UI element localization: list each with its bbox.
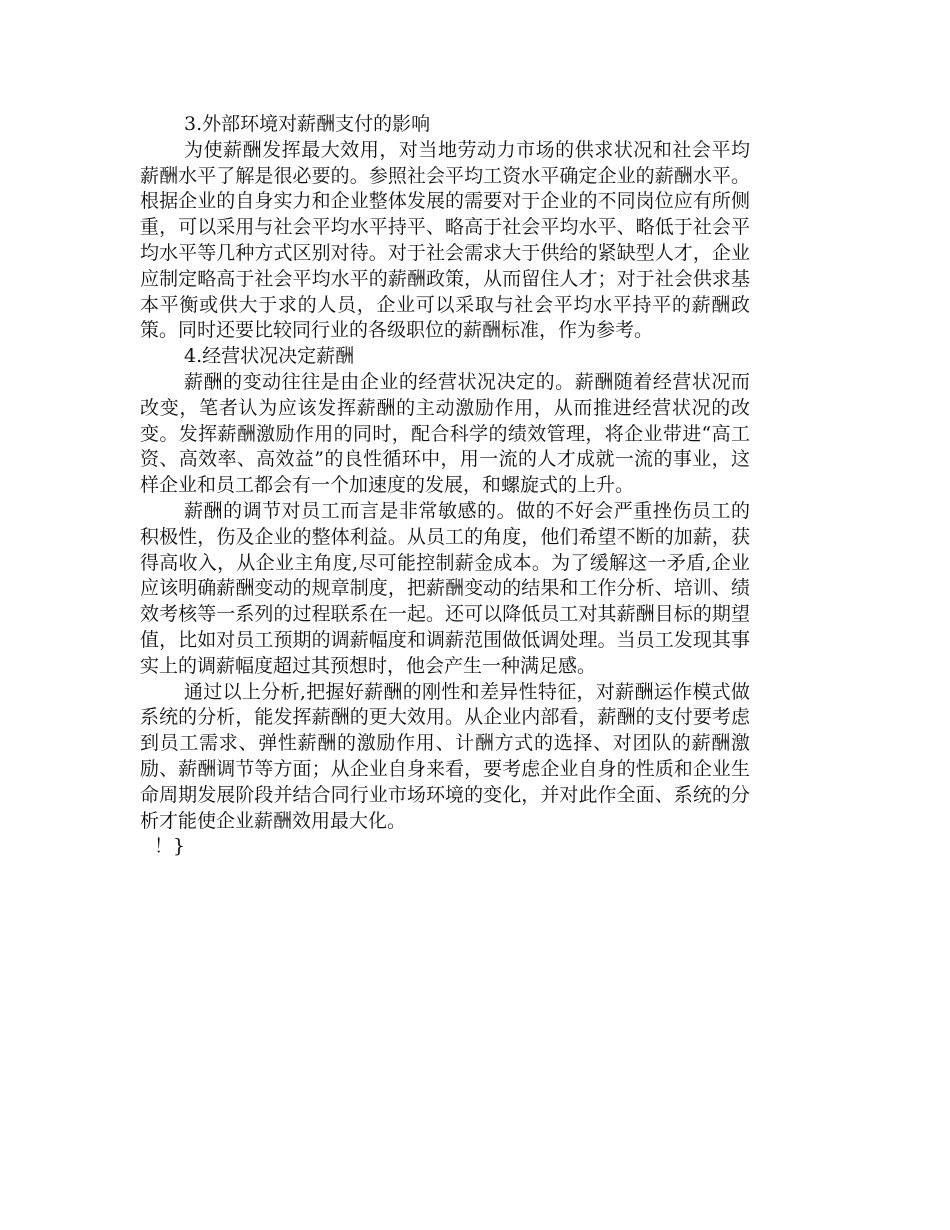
- section-4-heading: 4.经营状况决定薪酬: [184, 345, 355, 368]
- trailing-mark: ！}: [154, 835, 186, 858]
- section-4-paragraph-2: 薪酬的调节对员工而言是非常敏感的。做的不好会严重挫伤员工的积极性，伤及企业的整体利益。从员工的角度，他们希望不断的加薪，获得高收入，从企业主角度,尽可能控制薪金成本。为了缓解这一矛盾,企业应该明确薪酬变动的规章制度，把薪酬变动的结果和工作分析、培训、绩效考核等一系列的过程联系在一起。还可以降低员工对其薪酬目标的期望值，比如对员工预期的调薪幅度和调薪范围做低调处理。当员工发现其事实上的调薪幅度超过其预想时，他会产生一种满足感。: [140, 499, 750, 677]
- section-4-paragraph-3: 通过以上分析,把握好薪酬的刚性和差异性特征，对薪酬运作模式做系统的分析，能发挥薪酬的更大效用。从企业内部看，薪酬的支付要考虑到员工需求、弹性薪酬的激励作用、计酬方式的选择、对团队的薪酬激励、薪酬调节等方面；从企业自身来看，要考虑企业自身的性质和企业生命周期发展阶段并结合同行业市场环境的变化，并对此作全面、系统的分析才能使企业薪酬效用最大化。: [140, 680, 750, 832]
- section-3-heading: 3.外部环境对薪酬支付的影响: [184, 113, 431, 135]
- document-body: [140, 112, 750, 860]
- section-3-paragraph: 为使薪酬发挥最大效用，对当地劳动力市场的供求状况和社会平均薪酬水平了解是很必要的。参照社会平均工资水平确定企业的薪酬水平。根据企业的自身实力和企业整体发展的需要对于企业的不同岗位应有所侧重，可以采用与社会平均水平持平、略高于社会平均水平、略低于社会平均水平等几种方式区别对待。对于社会需求大于供给的紧缺型人才，企业应制定略高于社会平均水平的薪酬政策，从而留住人才；对于社会供求基本平衡或供大于求的人员，企业可以采取与社会平均水平持平的薪酬政策。同时还要比较同行业的各级职位的薪酬标准，作为参考。: [140, 138, 750, 342]
- section-4-paragraph-1: 薪酬的变动往往是由企业的经营状况决定的。薪酬随着经营状况而改变，笔者认为应该发挥薪酬的主动激励作用，从而推进经营状况的改变。发挥薪酬激励作用的同时，配合科学的绩效管理，将企业带进“高工资、高效率、高效益”的良性循环中，用一流的人才成就一流的事业，这样企业和员工都会有一个加速度的发展，和螺旋式的上升。: [140, 370, 750, 497]
